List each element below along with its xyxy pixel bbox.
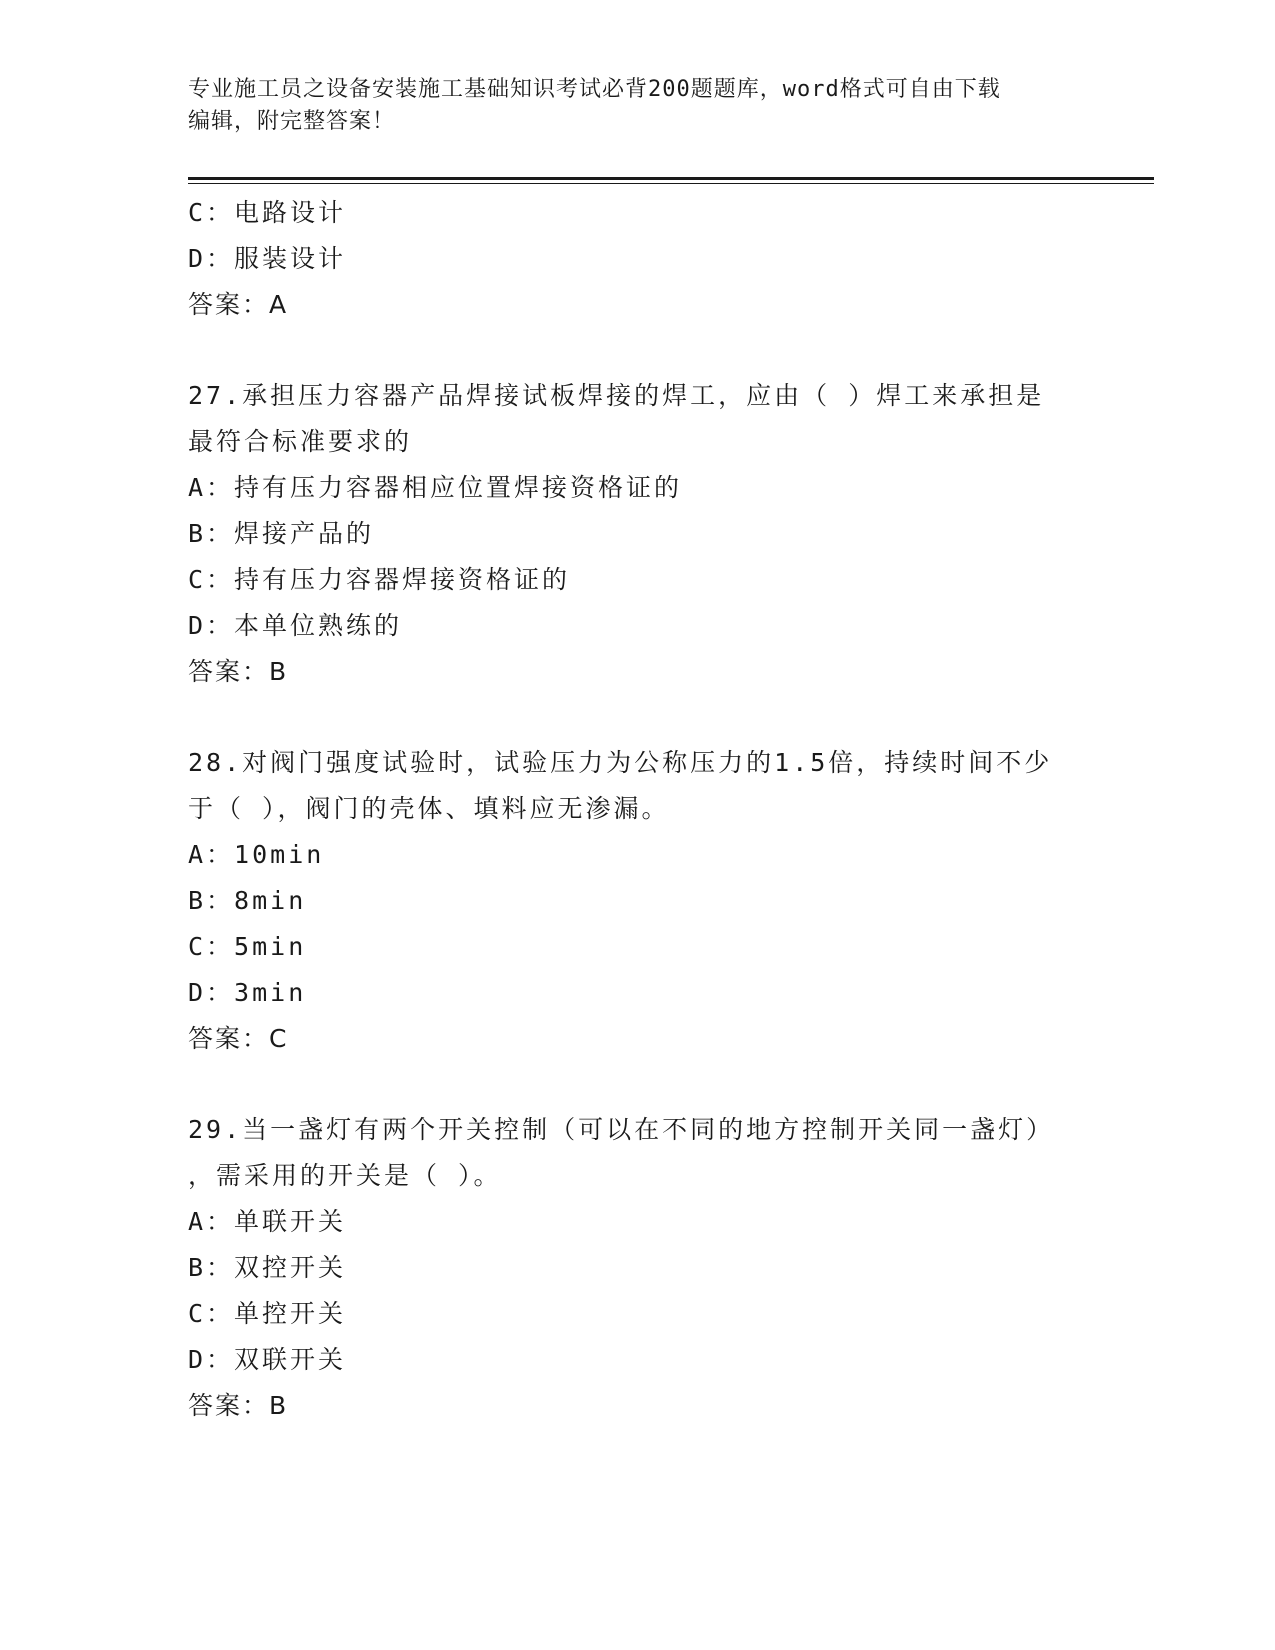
spacer bbox=[188, 328, 1088, 373]
option-a: A：10min bbox=[188, 840, 325, 869]
option-c: C：电路设计 bbox=[188, 198, 347, 227]
option-d: D：本单位熟练的 bbox=[188, 611, 403, 640]
option-c: C：5min bbox=[188, 932, 307, 961]
question-stem-continued: 于（ ），阀门的壳体、填料应无渗漏。 bbox=[188, 794, 670, 823]
answer: 答案：B bbox=[188, 657, 289, 686]
header-line-2: 编辑，附完整答案！ bbox=[188, 109, 396, 134]
option-a: A：单联开关 bbox=[188, 1207, 347, 1236]
header-line-1: 专业施工员之设备安装施工基础知识考试必背200题题库，word格式可自由下载 bbox=[188, 77, 1001, 102]
question-29 bbox=[188, 1107, 1088, 1429]
question-stem: 29.当一盏灯有两个开关控制（可以在不同的地方控制开关同一盏灯） bbox=[188, 1115, 1055, 1144]
option-a: A：持有压力容器相应位置焊接资格证的 bbox=[188, 473, 683, 502]
option-d: D：双联开关 bbox=[188, 1345, 347, 1374]
question-list bbox=[188, 190, 1088, 1429]
option-b: B：焊接产品的 bbox=[188, 519, 375, 548]
option-c: C：单控开关 bbox=[188, 1299, 347, 1328]
document-header bbox=[188, 74, 1068, 138]
spacer bbox=[188, 1062, 1088, 1107]
header-rule-thin bbox=[188, 183, 1154, 184]
option-d: D：服装设计 bbox=[188, 244, 347, 273]
question-stem: 28.对阀门强度试验时，试验压力为公称压力的1.5倍，持续时间不少 bbox=[188, 748, 1053, 777]
question-26-partial bbox=[188, 190, 1088, 328]
answer: 答案：A bbox=[188, 290, 289, 319]
option-b: B：双控开关 bbox=[188, 1253, 347, 1282]
answer: 答案：B bbox=[188, 1391, 289, 1420]
question-stem: 27.承担压力容器产品焊接试板焊接的焊工，应由（ ）焊工来承担是 bbox=[188, 381, 1045, 410]
question-stem-continued: 最符合标准要求的 bbox=[188, 427, 413, 456]
question-stem-continued: ，需采用的开关是（ ）。 bbox=[188, 1161, 502, 1190]
question-28 bbox=[188, 740, 1088, 1062]
option-d: D：3min bbox=[188, 978, 307, 1007]
answer: 答案：C bbox=[188, 1024, 289, 1053]
spacer bbox=[188, 695, 1088, 740]
question-27 bbox=[188, 373, 1088, 695]
option-c: C：持有压力容器焊接资格证的 bbox=[188, 565, 571, 594]
option-b: B：8min bbox=[188, 886, 307, 915]
header-rule-thick bbox=[188, 177, 1154, 180]
